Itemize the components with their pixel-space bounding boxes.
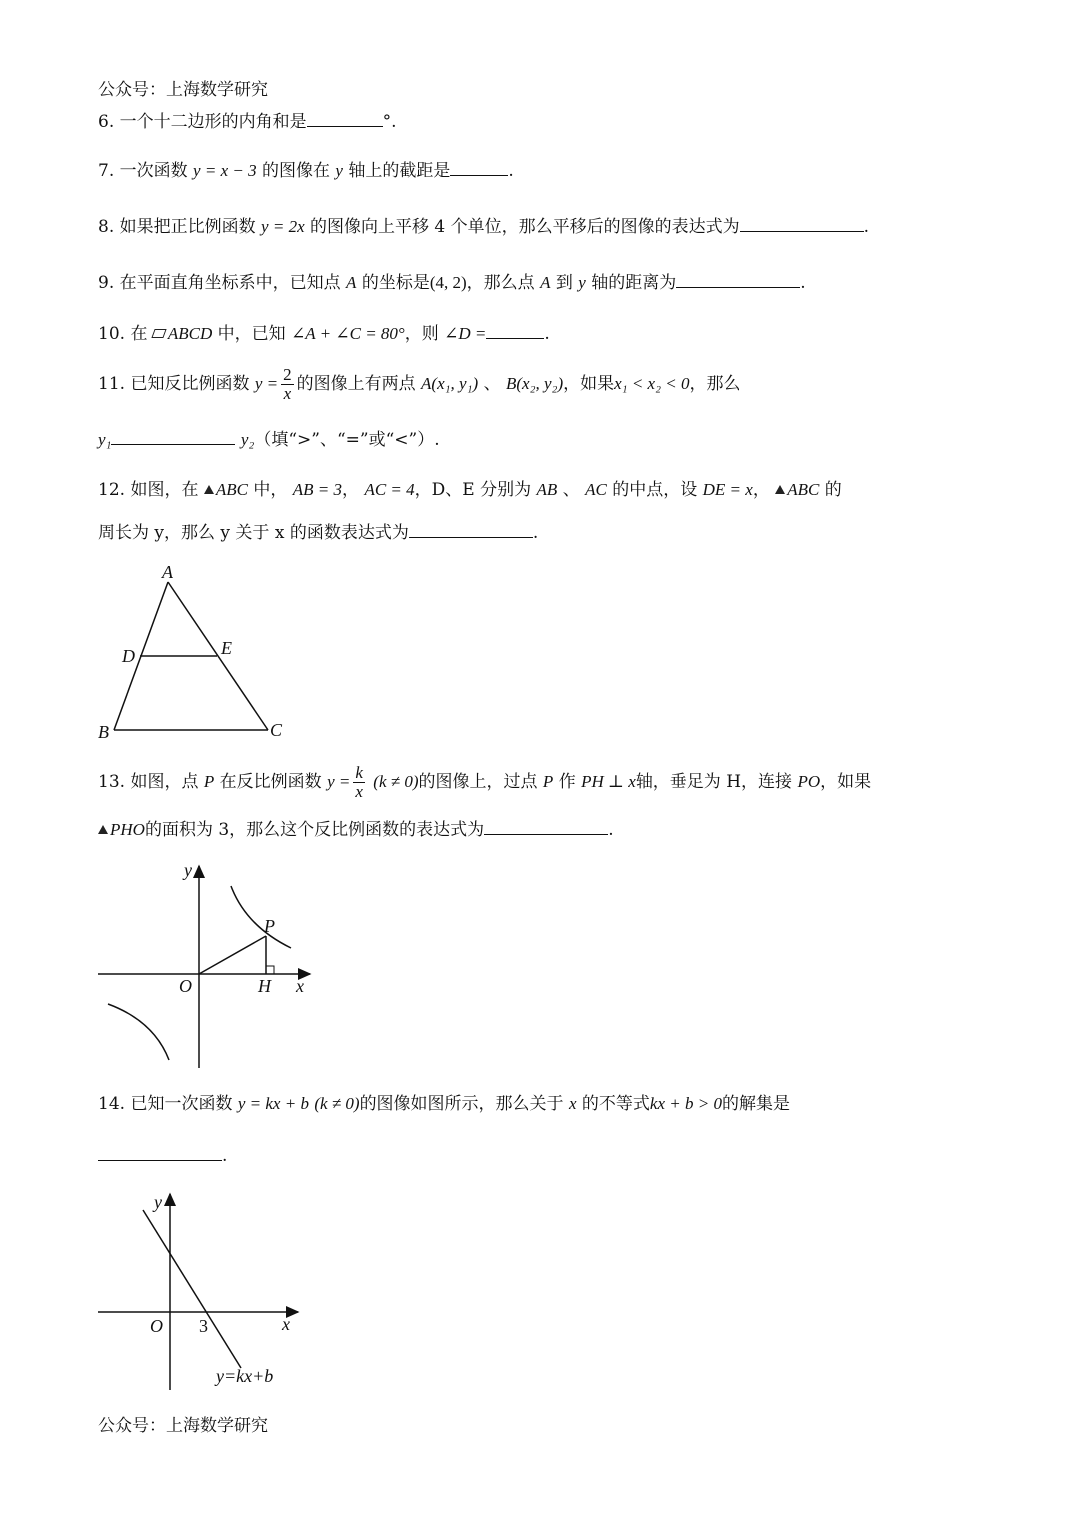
point-label-p: P [264, 916, 275, 936]
math-condition: (k ≠ 0) [373, 772, 419, 791]
axis-label-y: y [154, 1192, 162, 1212]
fraction-denominator: x [355, 782, 363, 801]
origin-label: O [179, 976, 192, 996]
math-variable: y [578, 273, 586, 292]
page-header: 公众号：上海数学研究 [98, 80, 268, 100]
line-label: y=kx+b [216, 1366, 274, 1386]
question-text: 中，已知 [217, 324, 286, 344]
punctuation: . [608, 820, 614, 840]
question-14 [98, 1084, 790, 1124]
question-text: 在平面直角坐标系中，已知点 [119, 273, 341, 293]
triangle-figure [92, 558, 302, 748]
question-text: 周长为 y，那么 y 关于 x 的函数表达式为 [98, 523, 409, 543]
question-text: 一次函数 [119, 161, 188, 181]
question-text: ，如果 [820, 772, 872, 792]
question-text: 的图像如图所示，那么关于 [359, 1094, 564, 1114]
question-text: 的 [824, 480, 842, 500]
coordinate: (4, 2) [429, 273, 467, 292]
math-expression: ∠A + ∠C = 80° [291, 324, 405, 343]
question-number: 11. [98, 374, 126, 394]
punctuation: . [544, 324, 550, 344]
math-expression: AB = 3 [292, 480, 343, 499]
punctuation: ， [752, 480, 770, 500]
question-text: 的坐标是 [361, 273, 430, 293]
answer-blank [409, 521, 533, 538]
question-text: ，如果 [563, 374, 615, 394]
question-13-line-2 [98, 818, 614, 842]
point-label: A [540, 273, 551, 292]
question-10 [98, 322, 550, 346]
question-text: 的不等式 [581, 1094, 650, 1114]
question-number: 13. [98, 772, 126, 792]
origin-label: O [150, 1316, 163, 1336]
math-condition: x₁ < x₂ < 0 [614, 374, 690, 393]
axis-label-x: x [296, 976, 304, 996]
question-text: 如图，在 [130, 480, 199, 500]
question-text: ，D、E 分别为 [414, 480, 532, 500]
math-expression: AC = 4 [364, 480, 415, 499]
question-text: 作 [558, 772, 576, 792]
question-7 [98, 159, 514, 183]
parallelogram-symbol [151, 329, 166, 338]
axis-label-y: y [184, 860, 192, 880]
triangle-label: PHO [110, 820, 145, 839]
question-number: 8. [98, 217, 115, 237]
segment-po [199, 936, 266, 974]
point-b: B(x₂, y₂) [505, 374, 564, 393]
vertex-label-c: C [270, 720, 283, 740]
point-label-h: H [258, 976, 271, 996]
punctuation: . [532, 523, 539, 543]
question-text: 如果把正比例函数 [119, 217, 256, 237]
question-text: 中， [253, 480, 288, 500]
math-expression: y = [327, 772, 351, 791]
question-text: 一个十二边形的内角和是 [119, 112, 307, 132]
punctuation: 、 [483, 374, 501, 394]
answer-blank [307, 110, 383, 127]
segment-label: PO [797, 772, 821, 791]
question-text: 已知一次函数 [130, 1094, 233, 1114]
question-text: 的解集是 [721, 1094, 790, 1114]
math-variable: x [568, 1094, 577, 1113]
vertex-label-b: B [98, 722, 109, 742]
question-14-line-2 [98, 1144, 227, 1168]
right-angle-mark [266, 966, 274, 974]
question-9 [98, 271, 806, 295]
question-text: 如图，点 [130, 772, 199, 792]
math-variable: y₁ [98, 430, 112, 449]
question-text: 的图像上，过点 [418, 772, 538, 792]
segment-label: AB [536, 480, 558, 499]
page-footer: 公众号：上海数学研究 [98, 1416, 268, 1436]
punctuation: . [800, 273, 806, 293]
fraction [353, 764, 365, 801]
question-text: 到 [555, 273, 573, 293]
answer-blank [98, 1144, 222, 1161]
triangle-symbol [775, 485, 785, 494]
fraction-denominator: x [283, 384, 292, 403]
question-text: 在反比例函数 [219, 772, 322, 792]
math-variable: y₂ [240, 430, 255, 449]
answer-blank [484, 818, 608, 835]
question-text: 在 [130, 324, 148, 344]
question-text: 的图像上有两点 [296, 374, 416, 394]
question-text: 轴，垂足为 H，连接 [635, 772, 793, 792]
math-expression: ∠D = [444, 324, 487, 343]
question-13 [98, 758, 871, 806]
math-expression: DE = x [702, 480, 753, 499]
math-expression: y = kx + b [237, 1094, 309, 1113]
math-variable: y [335, 161, 343, 180]
hyperbola-figure [96, 856, 326, 1072]
question-text: 轴的距离为 [591, 273, 677, 293]
question-number: 10. [98, 324, 126, 344]
question-text: ，那么 [689, 374, 741, 394]
question-number: 7. [98, 161, 115, 181]
question-text: 轴上的截距是 [348, 161, 451, 181]
shape-label: ABCD [167, 324, 213, 343]
axis-label-x: x [282, 1314, 290, 1334]
question-12-line-2 [98, 521, 538, 545]
question-text: 的中点，设 [612, 480, 698, 500]
line-y-kx-b [143, 1210, 241, 1368]
unit: °. [382, 112, 397, 132]
answer-blank [486, 322, 544, 339]
answer-blank [111, 428, 235, 445]
math-expression: kx + b > 0 [649, 1094, 722, 1113]
question-6 [98, 110, 397, 134]
segment-label: AC [585, 480, 607, 499]
fraction-numerator: k [355, 763, 363, 782]
triangle-label: ABC [215, 480, 248, 499]
hyperbola-branch-2 [108, 1004, 169, 1060]
punctuation: ， [342, 480, 360, 500]
question-12 [98, 478, 842, 502]
point-a: A(x₁, y₁) [421, 374, 479, 393]
math-expression: PH ⊥ x [581, 772, 636, 791]
vertex-label-a: A [162, 562, 173, 582]
question-number: 12. [98, 480, 126, 500]
punctuation: . [863, 217, 870, 237]
point-label: A [346, 273, 357, 292]
fraction [281, 366, 294, 403]
vertex-label-e: E [221, 638, 232, 658]
question-8 [98, 215, 869, 239]
triangle-symbol [98, 825, 108, 834]
question-number: 6. [98, 112, 115, 132]
punctuation: . [508, 161, 514, 181]
question-number: 14. [98, 1094, 126, 1114]
triangle-label: ABC [787, 480, 820, 499]
point-label: P [203, 772, 215, 791]
question-text: 已知反比例函数 [130, 374, 250, 394]
point-label: P [542, 772, 554, 791]
answer-blank [740, 215, 864, 232]
punctuation: 、 [562, 480, 580, 500]
question-text: ，则 [404, 324, 439, 344]
triangle-symbol [204, 485, 214, 494]
x-intercept-label: 3 [199, 1316, 208, 1336]
linear-function-figure [96, 1186, 316, 1392]
math-expression: y = 2x [261, 217, 305, 236]
question-11 [98, 360, 740, 408]
question-text: 的图像在 [262, 161, 330, 181]
question-11-line-2 [98, 428, 440, 452]
vertex-label-d: D [122, 646, 135, 666]
question-text: 的图像向上平移 4 个单位，那么平移后的图像的表达式为 [310, 217, 740, 237]
question-text: ，那么点 [466, 273, 535, 293]
math-expression: y = [254, 374, 279, 393]
fraction-numerator: 2 [283, 365, 292, 384]
question-text: 的面积为 3，那么这个反比例函数的表达式为 [144, 820, 485, 840]
question-number: 9. [98, 273, 115, 293]
punctuation: . [222, 1146, 228, 1166]
math-expression: y = x − 3 [193, 161, 257, 180]
math-condition: (k ≠ 0) [314, 1094, 360, 1113]
answer-blank [450, 159, 508, 176]
question-text: （填“>”、“=”或“<”）. [254, 430, 440, 450]
answer-blank [676, 271, 800, 288]
